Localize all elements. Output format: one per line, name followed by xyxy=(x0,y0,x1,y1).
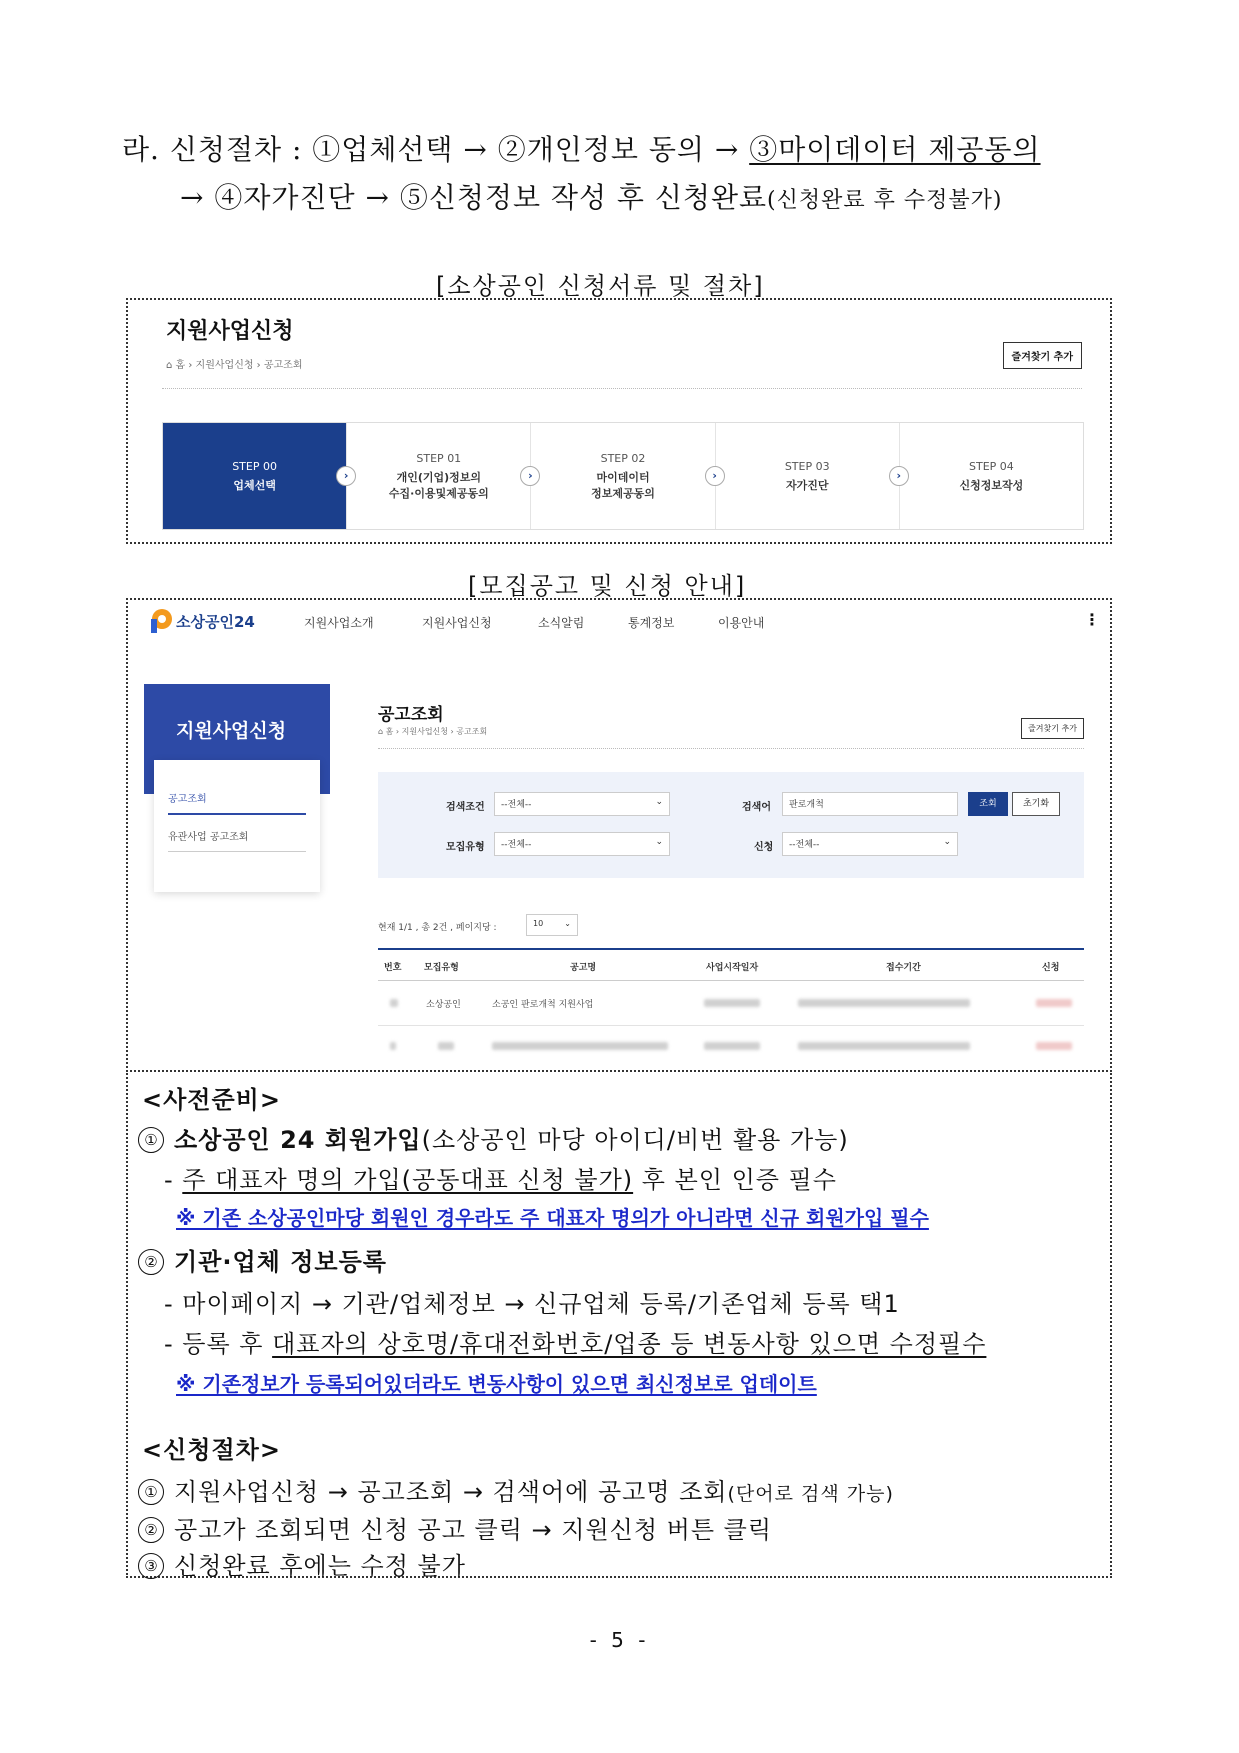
caption-application-docs: [소상공인 신청서류 및 절차] xyxy=(436,272,765,300)
chevron-right-icon: › xyxy=(336,466,356,486)
mydata-consent-underlined: ③마이데이터 제공동의 xyxy=(749,133,1041,166)
no-edit-note: (신청완료 후 수정불가) xyxy=(767,188,1003,213)
chevron-right-icon: › xyxy=(705,466,725,486)
chevron-right-icon: › xyxy=(520,466,540,486)
home-icon[interactable]: ⌂ xyxy=(166,360,176,371)
proc-step-1: ① 지원사업신청 → 공고조회 → 검색어에 공고명 조회(단어로 검색 가능) xyxy=(138,1472,894,1507)
chevron-down-icon: ⌄ xyxy=(943,837,951,847)
sidebar-menu xyxy=(154,760,320,892)
nav-support-intro[interactable]: 지원사업소개 xyxy=(304,616,374,630)
table-row[interactable] xyxy=(378,1026,1084,1066)
step-bar xyxy=(162,422,1084,530)
result-summary: 현재 1/1 , 총 2건 , 페이지당 : xyxy=(378,923,497,933)
application-steps-screenshot xyxy=(126,298,1112,544)
prep-item-2: ② 기관·업체 정보등록 xyxy=(138,1242,387,1277)
notice-table xyxy=(378,948,1084,1066)
prep-item-2-note: ※ 기존정보가 등록되어있더라도 변동사항이 있으면 최신정보로 업데이트 xyxy=(176,1372,817,1396)
chevron-right-icon: › xyxy=(889,466,909,486)
procedure-line-1: 라. 신청절차 : ①업체선택 → ②개인정보 동의 → ③마이데이터 제공동의 xyxy=(122,133,1041,166)
chevron-down-icon: ⌄ xyxy=(655,797,663,807)
table-row[interactable]: 소상공인 소공인 판로개척 지원사업 xyxy=(378,981,1084,1026)
chevron-down-icon: ⌄ xyxy=(564,919,571,928)
search-panel xyxy=(378,772,1084,878)
redacted-title xyxy=(492,1042,668,1050)
prep-item-1-sub: - 주 대표자 명의 가입(공동대표 신청 불가) 후 본인 인증 필수 xyxy=(164,1166,837,1194)
step-03[interactable]: STEP 03 자가진단 › xyxy=(716,423,900,529)
cond-select[interactable]: --전체-- ⌄ xyxy=(494,792,670,816)
prep-heading: <사전준비> xyxy=(142,1086,281,1114)
nav-news[interactable]: 소식알림 xyxy=(538,616,585,630)
sidebar-item-related-notice[interactable]: 유관사업 공고조회 xyxy=(168,828,306,852)
logo-icon xyxy=(146,608,176,634)
main-title: 공고조회 xyxy=(378,705,444,725)
prep-item-2-sub1: - 마이페이지 → 기관/업체정보 → 신규업체 등록/기존업체 등록 택1 xyxy=(164,1290,900,1318)
step-02[interactable]: STEP 02 마이데이터 정보제공동의 › xyxy=(531,423,715,529)
redacted-type xyxy=(438,1042,454,1050)
apply-select[interactable]: --전체-- ⌄ xyxy=(782,832,958,856)
proc-heading: <신청절차> xyxy=(142,1436,281,1464)
table-header: 번호 모집유형 공고명 사업시작일자 접수기간 신청 xyxy=(378,950,1084,981)
instructions-box xyxy=(126,1070,1112,1578)
procedure-line-2: → ④자가진단 → ⑤신청정보 작성 후 신청완료(신청완료 후 수정불가) xyxy=(180,181,1003,214)
prep-item-1-note: ※ 기존 소상공인마당 회원인 경우라도 주 대표자 명의가 아니라면 신규 회원가입 필수 xyxy=(176,1206,929,1230)
redacted-period xyxy=(798,999,970,1007)
nav-stats[interactable]: 통계정보 xyxy=(628,616,675,630)
sidebar-item-notice-search[interactable]: 공고조회 xyxy=(168,790,306,815)
proc-step-2: ② 공고가 조회되면 신청 공고 클릭 → 지원신청 버튼 클릭 xyxy=(138,1510,772,1545)
divider xyxy=(378,748,1084,749)
search-button[interactable]: 조회 xyxy=(968,792,1008,816)
redacted-start-date xyxy=(704,999,760,1007)
logo[interactable]: 소상공인24 xyxy=(146,608,255,634)
type-label: 모집유형 xyxy=(446,842,485,853)
apply-label: 신청 xyxy=(754,842,774,853)
reset-button[interactable]: 초기화 xyxy=(1012,792,1060,816)
nav-guide[interactable]: 이용안내 xyxy=(718,616,765,630)
page-number: - 5 - xyxy=(589,1628,650,1652)
keyword-input[interactable]: 판로개척 xyxy=(782,792,958,816)
favorite-add-button[interactable]: 즐겨찾기 추가 xyxy=(1003,342,1082,369)
type-select[interactable]: --전체-- ⌄ xyxy=(494,832,670,856)
main-breadcrumb: ⌂ 홈 › 지원사업신청 › 공고조회 xyxy=(378,727,488,736)
caption-recruit-notice: [모집공고 및 신청 안내] xyxy=(468,572,747,600)
menu-icon[interactable]: ⋮ xyxy=(1084,610,1100,629)
favorite-add-button[interactable]: 즐겨찾기 추가 xyxy=(1021,718,1084,739)
page-size-select[interactable]: 10 ⌄ xyxy=(526,914,578,936)
prep-item-2-sub2: - 등록 후 대표자의 상호명/휴대전화번호/업종 등 변동사항 있으면 수정필수 xyxy=(164,1330,987,1358)
step-00[interactable]: STEP 00 업체선택 › xyxy=(163,423,347,529)
redacted-number xyxy=(390,1042,396,1050)
redacted-start-date xyxy=(704,1042,760,1050)
prep-item-1: ① 소상공인 24 회원가입(소상공인 마당 아이디/비번 활용 가능) xyxy=(138,1120,849,1155)
step-01[interactable]: STEP 01 개인(기업)정보의 수집·이용및제공동의 › xyxy=(347,423,531,529)
redacted-number xyxy=(390,999,398,1007)
keyword-label: 검색어 xyxy=(742,802,771,813)
notice-search-screenshot xyxy=(126,598,1112,1072)
redacted-status xyxy=(1036,999,1072,1007)
sidebar-header: 지원사업신청 xyxy=(144,684,330,794)
home-icon[interactable]: ⌂ xyxy=(378,727,386,736)
nav-support-apply[interactable]: 지원사업신청 xyxy=(422,616,492,630)
redacted-period xyxy=(798,1042,970,1050)
cond-label: 검색조건 xyxy=(446,802,485,813)
proc-step-3: ③ 신청완료 후에는 수정 불가 xyxy=(138,1546,466,1581)
divider xyxy=(162,388,1082,389)
page-title: 지원사업신청 xyxy=(166,319,294,344)
redacted-status xyxy=(1036,1042,1072,1050)
breadcrumb: ⌂ 홈 › 지원사업신청 › 공고조회 xyxy=(166,360,303,371)
step-04[interactable]: STEP 04 신청정보작성 xyxy=(959,459,1024,492)
chevron-down-icon: ⌄ xyxy=(655,837,663,847)
